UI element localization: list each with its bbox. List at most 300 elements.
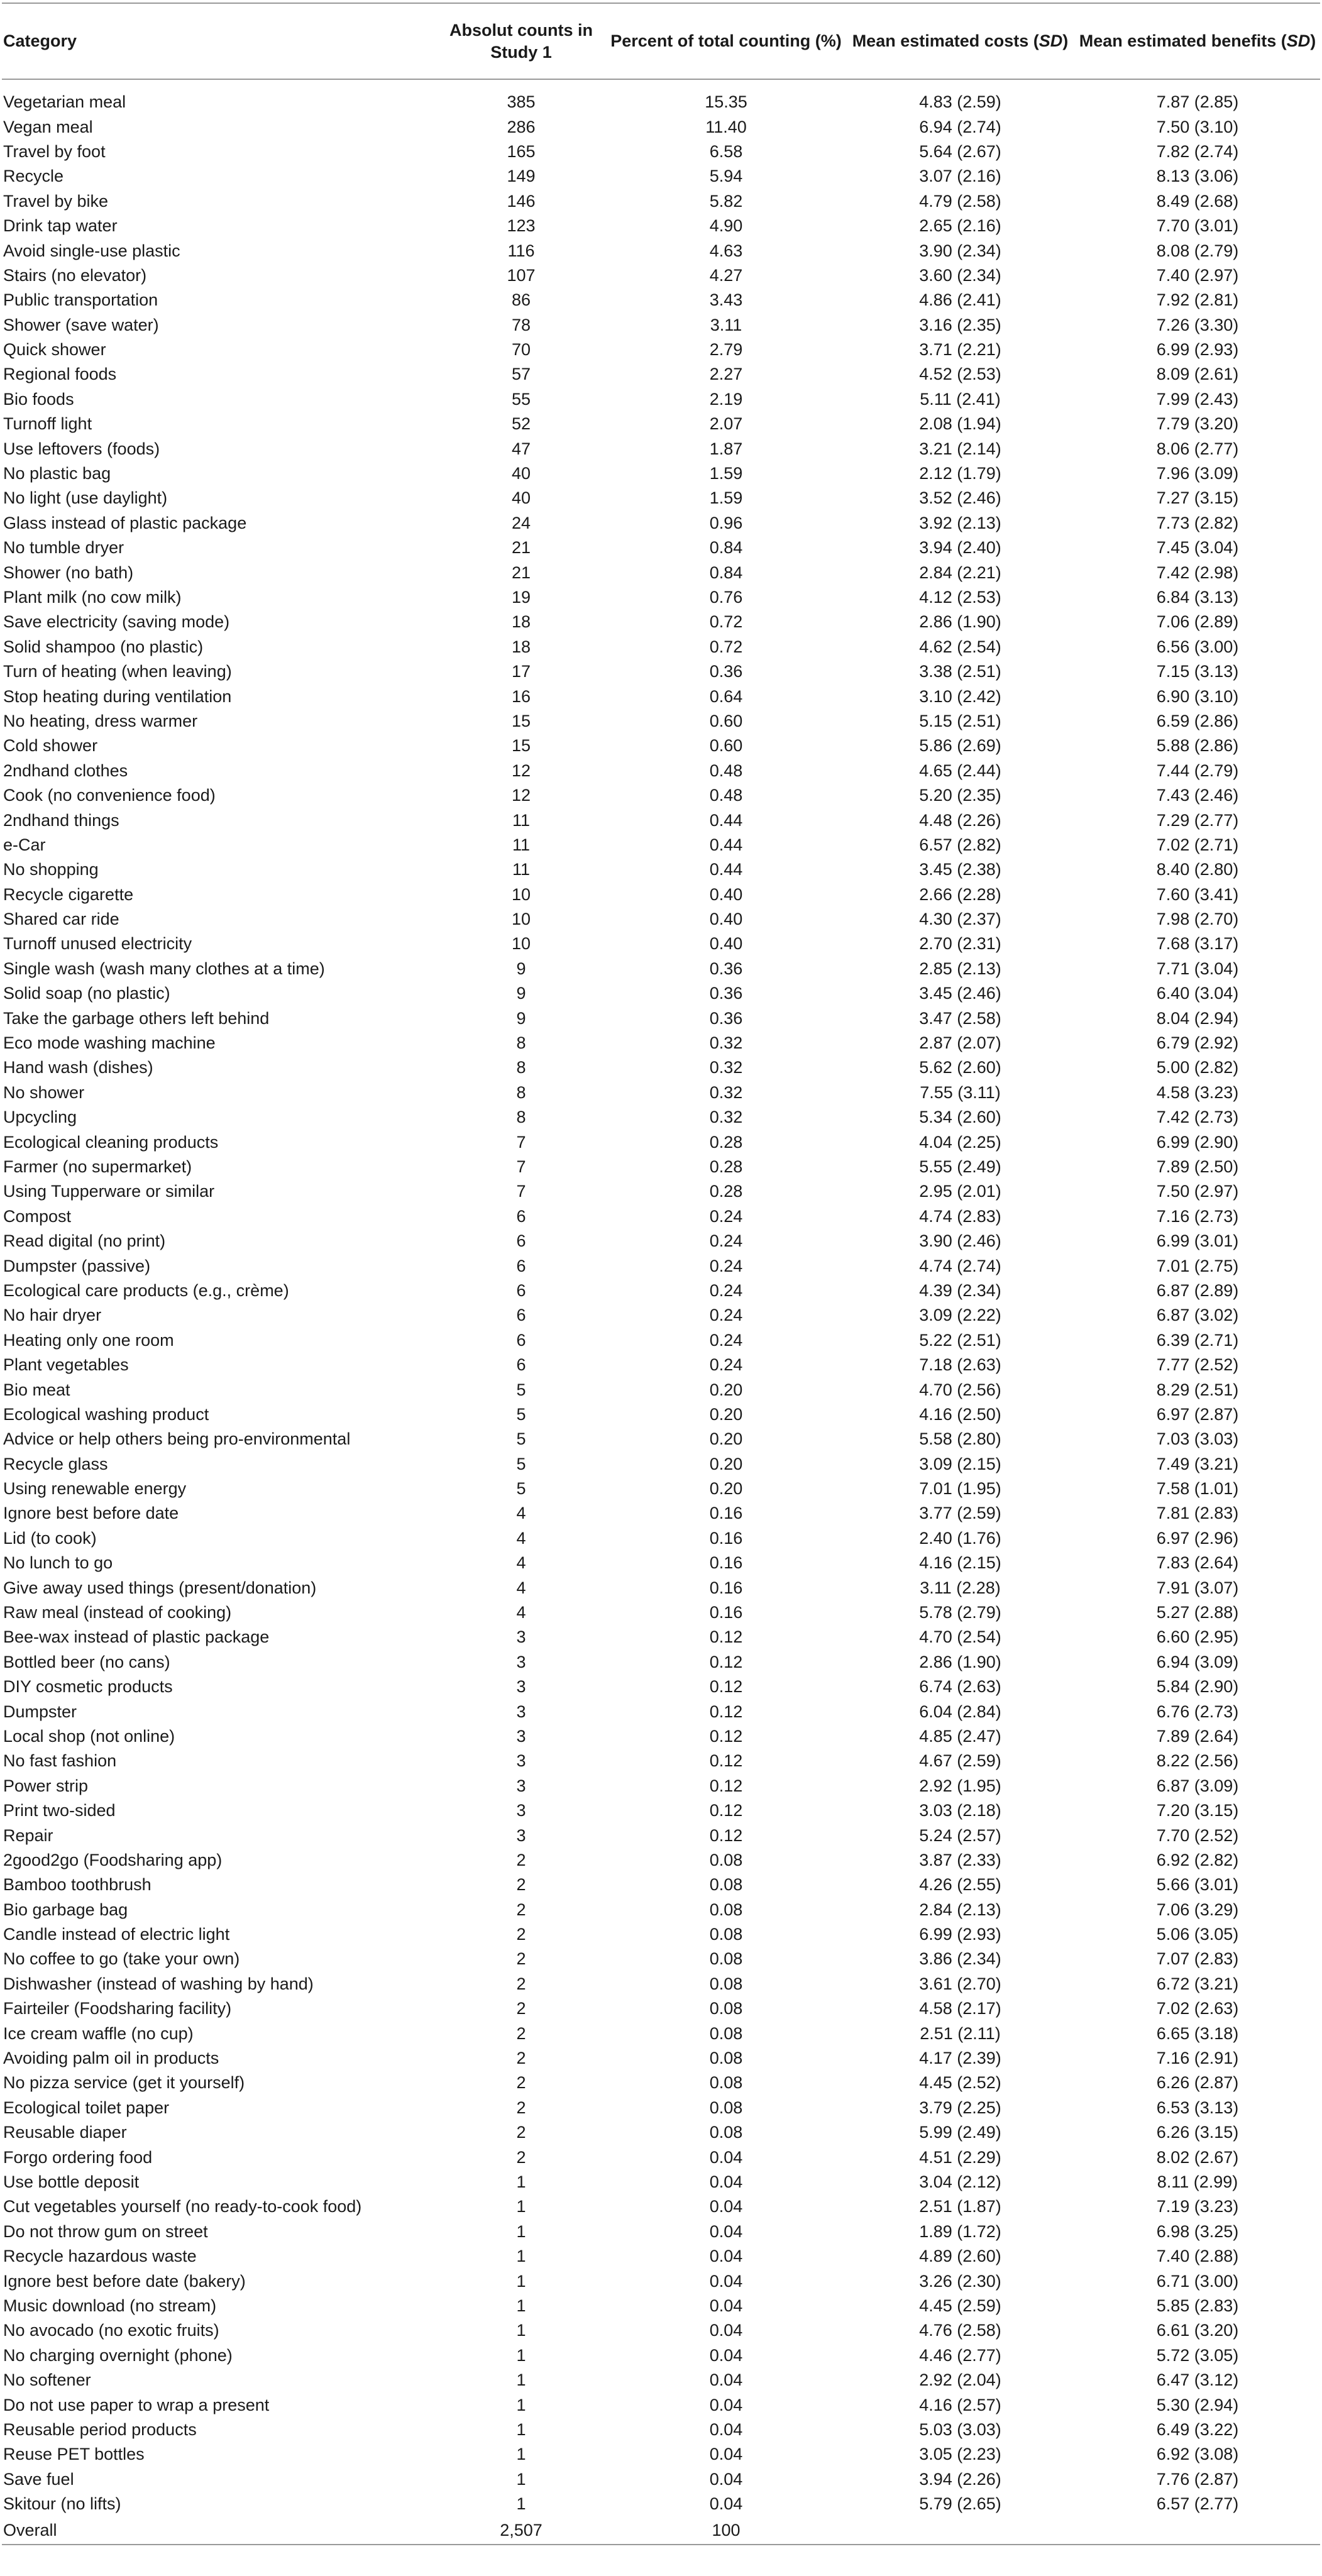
table-row <box>2 1675 1320 1699</box>
row-count: 1 <box>516 2469 526 2489</box>
table-row <box>2 387 1320 412</box>
row-count: 116 <box>507 241 535 260</box>
row-percent: 0.04 <box>709 2247 743 2266</box>
table-row <box>2 2418 1320 2442</box>
row-costs: 5.22 (2.51) <box>919 1330 1001 1350</box>
row-costs: 4.16 (2.57) <box>919 2395 1001 2414</box>
row-percent: 0.12 <box>709 1627 743 1647</box>
row-category: Ecological cleaning products <box>3 1132 219 1152</box>
row-benefits: 7.40 (2.88) <box>1156 2247 1239 2266</box>
row-category: Recycle cigarette <box>3 884 134 904</box>
row-benefits: 6.47 (3.12) <box>1156 2370 1239 2390</box>
row-benefits: 7.02 (2.71) <box>1156 835 1239 854</box>
row-category: Fairteiler (Foodsharing facility) <box>3 1999 232 2018</box>
table-row <box>2 883 1320 907</box>
row-benefits: 6.57 (2.77) <box>1156 2494 1239 2514</box>
row-category: Advice or help others being pro-environmental <box>3 1429 351 1449</box>
row-category: Bio meat <box>3 1380 70 1399</box>
table-row <box>2 288 1320 312</box>
table-row <box>2 2220 1320 2244</box>
row-category: Solid shampoo (no plastic) <box>3 637 204 656</box>
table-row <box>2 114 1320 139</box>
table-row <box>2 907 1320 932</box>
row-category: Quick shower <box>3 340 106 360</box>
row-category: e-Car <box>3 835 46 854</box>
row-category: Reuse PET bottles <box>3 2445 145 2464</box>
table-row <box>2 1650 1320 1675</box>
table-row <box>2 412 1320 436</box>
row-percent: 0.08 <box>709 1974 743 1993</box>
row-category: Regional foods <box>3 365 117 384</box>
row-costs: 3.71 (2.21) <box>919 340 1001 360</box>
row-category: Using renewable energy <box>3 1479 187 1499</box>
row-percent: 0.32 <box>709 1108 743 1127</box>
row-costs: 2.12 (1.79) <box>919 464 1001 483</box>
row-benefits: 6.97 (2.87) <box>1156 1404 1239 1424</box>
row-category: Save electricity (saving mode) <box>3 612 230 632</box>
row-costs: 4.04 (2.25) <box>919 1132 1001 1152</box>
row-count: 8 <box>516 1082 526 1102</box>
row-benefits: 6.39 (2.71) <box>1156 1330 1239 1350</box>
row-category: Shower (no bath) <box>3 563 134 582</box>
row-count: 123 <box>507 216 536 236</box>
row-benefits: 7.92 (2.81) <box>1156 290 1239 310</box>
row-percent: 0.04 <box>709 2296 743 2315</box>
row-costs: 4.70 (2.54) <box>919 1627 1001 1647</box>
row-count: 16 <box>511 686 531 706</box>
row-count: 12 <box>511 786 531 805</box>
row-count: 57 <box>511 365 531 384</box>
row-benefits: 6.97 (2.96) <box>1156 1528 1239 1548</box>
header-costs-text: Mean estimated costs ( <box>852 31 1039 50</box>
row-percent: 0.08 <box>709 1900 743 1919</box>
row-benefits: 6.40 (3.04) <box>1156 984 1239 1003</box>
row-costs: 5.79 (2.65) <box>919 2494 1001 2514</box>
row-count: 10 <box>511 884 531 904</box>
table-row <box>2 659 1320 684</box>
row-count: 24 <box>511 513 531 532</box>
row-percent: 0.72 <box>709 637 743 656</box>
table-row <box>2 140 1320 164</box>
row-percent: 0.20 <box>709 1380 743 1399</box>
row-category: Farmer (no supermarket) <box>3 1157 192 1176</box>
header-costs-close: ) <box>1062 31 1069 50</box>
table-row <box>2 2021 1320 2045</box>
row-benefits: 7.81 (2.83) <box>1156 1504 1239 1523</box>
row-costs: 2.92 (2.04) <box>919 2370 1001 2390</box>
row-percent: 0.32 <box>709 1058 743 1077</box>
row-count: 5 <box>516 1429 526 1449</box>
row-benefits: 6.60 (2.95) <box>1156 1627 1239 1647</box>
row-percent: 4.90 <box>709 216 743 236</box>
row-costs: 4.16 (2.15) <box>919 1553 1001 1573</box>
row-percent: 0.36 <box>709 984 743 1003</box>
row-costs: 2.95 (2.01) <box>919 1182 1001 1201</box>
row-percent: 0.08 <box>709 1999 743 2018</box>
row-costs: 4.62 (2.54) <box>919 637 1001 656</box>
row-benefits: 7.79 (3.20) <box>1156 414 1239 434</box>
row-costs: 3.26 (2.30) <box>919 2271 1001 2291</box>
table-row <box>2 1303 1320 1328</box>
table-row <box>2 1699 1320 1724</box>
row-category: Ignore best before date <box>3 1504 179 1523</box>
table-row <box>2 2170 1320 2194</box>
row-percent: 0.28 <box>709 1182 743 1201</box>
row-costs: 5.20 (2.35) <box>919 786 1001 805</box>
row-costs: 4.79 (2.58) <box>919 191 1001 211</box>
table-row <box>2 2294 1320 2318</box>
row-category: Bamboo toothbrush <box>3 1875 151 1895</box>
row-benefits: 5.72 (3.05) <box>1156 2345 1239 2365</box>
row-category: No coffee to go (take your own) <box>3 1949 240 1969</box>
row-count: 18 <box>511 637 531 656</box>
row-benefits: 6.87 (2.89) <box>1156 1280 1239 1300</box>
row-percent: 5.82 <box>709 191 743 211</box>
row-costs: 3.86 (2.34) <box>919 1949 1001 1969</box>
row-count: 6 <box>516 1256 526 1275</box>
row-percent: 0.04 <box>709 2445 743 2464</box>
table-row <box>2 2194 1320 2219</box>
table-row <box>2 189 1320 214</box>
table-row <box>2 238 1320 263</box>
row-count: 3 <box>516 1677 526 1697</box>
table-row <box>2 1501 1320 1526</box>
row-category: Ignore best before date (bakery) <box>3 2271 246 2291</box>
row-percent: 0.44 <box>709 810 743 830</box>
row-percent: 0.12 <box>709 1751 743 1771</box>
row-count: 4 <box>516 1603 526 1622</box>
table-row <box>2 1798 1320 1823</box>
row-benefits: 7.27 (3.15) <box>1156 488 1239 508</box>
row-count: 2 <box>516 1850 526 1869</box>
table-row <box>2 833 1320 857</box>
row-count: 5 <box>516 1380 526 1399</box>
row-count: 1 <box>516 2395 526 2414</box>
row-count: 146 <box>507 191 536 211</box>
table-row <box>2 2145 1320 2169</box>
row-costs: 4.52 (2.53) <box>919 365 1001 384</box>
row-percent: 3.43 <box>709 290 743 310</box>
overall-count: 2,507 <box>436 2516 607 2545</box>
table-row <box>2 2442 1320 2467</box>
row-costs: 2.84 (2.21) <box>919 563 1001 582</box>
row-category: 2ndhand clothes <box>3 761 128 780</box>
row-count: 86 <box>511 290 531 310</box>
row-benefits: 6.99 (3.01) <box>1156 1231 1239 1251</box>
row-costs: 4.45 (2.52) <box>919 2073 1001 2093</box>
row-percent: 0.36 <box>709 959 743 978</box>
row-percent: 4.27 <box>709 265 743 285</box>
table-row <box>2 1130 1320 1154</box>
row-benefits: 7.68 (3.17) <box>1156 934 1239 954</box>
row-benefits: 6.65 (3.18) <box>1156 2023 1239 2043</box>
row-costs: 4.58 (2.17) <box>919 1999 1001 2018</box>
header-benefits-close: ) <box>1310 31 1316 50</box>
header-row <box>2 3 1320 79</box>
row-costs: 4.16 (2.50) <box>919 1404 1001 1424</box>
row-costs: 3.45 (2.46) <box>919 984 1001 1003</box>
row-count: 6 <box>516 1206 526 1226</box>
row-count: 286 <box>507 117 536 136</box>
row-percent: 0.24 <box>709 1355 743 1375</box>
table-row <box>2 1898 1320 1922</box>
row-category: Travel by bike <box>3 191 109 211</box>
row-costs: 3.45 (2.38) <box>919 860 1001 879</box>
row-percent: 0.08 <box>709 2049 743 2068</box>
row-costs: 2.85 (2.13) <box>919 959 1001 978</box>
row-count: 3 <box>516 1627 526 1647</box>
row-count: 1 <box>516 2247 526 2266</box>
row-count: 3 <box>516 1825 526 1845</box>
row-count: 165 <box>507 141 536 161</box>
row-costs: 4.86 (2.41) <box>919 290 1001 310</box>
row-costs: 5.15 (2.51) <box>919 711 1001 730</box>
table-row <box>2 1774 1320 1798</box>
row-count: 4 <box>516 1528 526 1548</box>
row-count: 4 <box>516 1504 526 1523</box>
row-percent: 0.20 <box>709 1404 743 1424</box>
row-percent: 0.16 <box>709 1603 743 1622</box>
row-percent: 0.32 <box>709 1033 743 1053</box>
table-row <box>2 610 1320 634</box>
table-footer <box>2 2516 1320 2545</box>
row-count: 6 <box>516 1280 526 1300</box>
row-category: Plant vegetables <box>3 1355 129 1375</box>
behavior-table <box>2 3 1320 2545</box>
header-costs <box>846 3 1075 79</box>
row-count: 2 <box>516 2123 526 2142</box>
row-costs: 4.26 (2.55) <box>919 1875 1001 1895</box>
row-percent: 0.28 <box>709 1132 743 1152</box>
row-benefits: 6.99 (2.93) <box>1156 340 1239 360</box>
row-percent: 0.08 <box>709 2023 743 2043</box>
row-category: Recycle hazardous waste <box>3 2247 197 2266</box>
row-costs: 5.78 (2.79) <box>919 1603 1001 1622</box>
row-costs: 2.65 (2.16) <box>919 216 1001 236</box>
row-count: 9 <box>516 984 526 1003</box>
row-percent: 0.40 <box>709 910 743 929</box>
table-row <box>2 1105 1320 1130</box>
row-percent: 6.58 <box>709 141 743 161</box>
row-category: 2ndhand things <box>3 810 119 830</box>
row-benefits: 7.44 (2.79) <box>1156 761 1239 780</box>
row-percent: 0.96 <box>709 513 743 532</box>
row-count: 55 <box>511 389 531 409</box>
row-benefits: 6.87 (3.02) <box>1156 1306 1239 1325</box>
row-costs: 2.84 (2.13) <box>919 1900 1001 1919</box>
row-benefits: 6.87 (3.09) <box>1156 1776 1239 1795</box>
row-benefits: 6.49 (3.22) <box>1156 2419 1239 2439</box>
row-count: 3 <box>516 1652 526 1671</box>
row-category: Ecological care products (e.g., crème) <box>3 1280 289 1300</box>
table-row <box>2 957 1320 981</box>
row-count: 1 <box>516 2370 526 2390</box>
row-percent: 0.76 <box>709 588 743 607</box>
row-benefits: 5.00 (2.82) <box>1156 1058 1239 1077</box>
row-count: 107 <box>507 265 536 285</box>
row-costs: 5.62 (2.60) <box>919 1058 1001 1077</box>
row-category: Ecological washing product <box>3 1404 209 1424</box>
row-category: Take the garbage others left behind <box>3 1008 270 1028</box>
row-benefits: 6.90 (3.10) <box>1156 686 1239 706</box>
row-count: 15 <box>511 711 531 730</box>
row-percent: 0.24 <box>709 1231 743 1251</box>
row-category: Dumpster <box>3 1702 77 1721</box>
row-percent: 0.12 <box>709 1652 743 1671</box>
row-benefits: 7.96 (3.09) <box>1156 464 1239 483</box>
header-benefits <box>1075 3 1320 79</box>
header-costs-sd: SD <box>1038 31 1063 50</box>
row-category: Repair <box>3 1825 53 1845</box>
row-count: 10 <box>511 934 531 954</box>
row-category: Do not throw gum on street <box>3 2221 208 2241</box>
row-category: Turn of heating (when leaving) <box>3 662 232 681</box>
table-header <box>2 3 1320 79</box>
row-count: 11 <box>512 860 531 879</box>
row-category: Glass instead of plastic package <box>3 513 247 532</box>
row-benefits: 6.61 (3.20) <box>1156 2321 1239 2340</box>
row-costs: 3.90 (2.34) <box>919 241 1001 260</box>
row-count: 11 <box>512 835 531 854</box>
row-benefits: 7.19 (3.23) <box>1156 2197 1239 2216</box>
row-percent: 0.12 <box>709 1702 743 1721</box>
row-count: 5 <box>516 1404 526 1424</box>
row-count: 385 <box>507 92 536 112</box>
row-percent: 0.24 <box>709 1256 743 1275</box>
table-row <box>2 486 1320 510</box>
row-category: Dishwasher (instead of washing by hand) <box>3 1974 314 1993</box>
row-category: Stairs (no elevator) <box>3 265 147 285</box>
row-costs: 2.86 (1.90) <box>919 1652 1001 1671</box>
table-row <box>2 263 1320 288</box>
row-costs: 3.94 (2.26) <box>919 2469 1001 2489</box>
row-costs: 4.48 (2.26) <box>919 810 1001 830</box>
row-costs: 5.11 (2.41) <box>920 389 1001 409</box>
row-category: Save fuel <box>3 2469 74 2489</box>
row-percent: 0.72 <box>709 612 743 632</box>
row-percent: 0.12 <box>709 1825 743 1845</box>
row-costs: 3.60 (2.34) <box>919 265 1001 285</box>
row-benefits: 5.27 (2.88) <box>1156 1603 1239 1622</box>
row-category: Using Tupperware or similar <box>3 1182 215 1201</box>
row-count: 1 <box>516 2494 526 2514</box>
row-costs: 3.11 (2.28) <box>920 1578 1001 1597</box>
row-percent: 2.07 <box>709 414 743 434</box>
row-category: Travel by foot <box>3 141 106 161</box>
row-costs: 3.47 (2.58) <box>919 1008 1001 1028</box>
row-percent: 0.20 <box>709 1454 743 1473</box>
row-category: Avoiding palm oil in products <box>3 2049 219 2068</box>
row-category: Recycle glass <box>3 1454 108 1473</box>
row-percent: 0.16 <box>709 1528 743 1548</box>
row-costs: 4.30 (2.37) <box>919 910 1001 929</box>
row-costs: 3.21 (2.14) <box>919 439 1001 458</box>
row-category: No lunch to go <box>3 1553 113 1573</box>
row-costs: 5.58 (2.80) <box>919 1429 1001 1449</box>
row-percent: 0.08 <box>709 2098 743 2117</box>
row-benefits: 7.07 (2.83) <box>1156 1949 1239 1969</box>
row-costs: 4.83 (2.59) <box>919 92 1001 112</box>
row-category: Cook (no convenience food) <box>3 786 216 805</box>
row-percent: 0.08 <box>709 2123 743 2142</box>
table-row <box>2 79 1320 114</box>
row-percent: 0.24 <box>709 1280 743 1300</box>
row-count: 3 <box>516 1751 526 1771</box>
row-count: 1 <box>516 2345 526 2365</box>
row-benefits: 7.98 (2.70) <box>1156 910 1239 929</box>
table-row <box>2 1377 1320 1402</box>
row-category: Ice cream waffle (no cup) <box>3 2023 194 2043</box>
row-count: 1 <box>516 2221 526 2241</box>
row-benefits: 7.42 (2.73) <box>1156 1108 1239 1127</box>
row-count: 6 <box>516 1355 526 1375</box>
row-percent: 0.24 <box>709 1330 743 1350</box>
row-benefits: 7.89 (2.50) <box>1156 1157 1239 1176</box>
row-percent: 0.04 <box>709 2197 743 2216</box>
table-row <box>2 1947 1320 1971</box>
table-row <box>2 1006 1320 1030</box>
row-count: 6 <box>516 1330 526 1350</box>
row-count: 1 <box>516 2197 526 2216</box>
row-percent: 0.84 <box>709 563 743 582</box>
row-benefits: 7.06 (3.29) <box>1156 1900 1239 1919</box>
row-costs: 3.10 (2.42) <box>919 686 1001 706</box>
row-benefits: 6.71 (3.00) <box>1156 2271 1239 2291</box>
table-row <box>2 808 1320 832</box>
row-count: 9 <box>516 959 526 978</box>
row-category: Cold shower <box>3 736 98 756</box>
table-row <box>2 214 1320 238</box>
row-costs: 2.66 (2.28) <box>919 884 1001 904</box>
row-percent: 0.08 <box>709 1949 743 1969</box>
row-costs: 5.24 (2.57) <box>919 1825 1001 1845</box>
row-benefits: 7.02 (2.63) <box>1156 1999 1239 2018</box>
row-count: 5 <box>516 1454 526 1473</box>
row-category: Read digital (no print) <box>3 1231 166 1251</box>
row-percent: 0.60 <box>709 711 743 730</box>
row-benefits: 8.13 (3.06) <box>1156 167 1239 186</box>
row-count: 1 <box>516 2445 526 2464</box>
row-category: Turnoff unused electricity <box>3 934 192 954</box>
row-category: No light (use daylight) <box>3 488 168 508</box>
row-costs: 4.74 (2.83) <box>919 1206 1001 1226</box>
row-count: 8 <box>516 1108 526 1127</box>
row-benefits: 7.40 (2.97) <box>1156 265 1239 285</box>
row-category: Skitour (no lifts) <box>3 2494 121 2514</box>
row-percent: 0.04 <box>709 2271 743 2291</box>
row-benefits: 7.16 (2.91) <box>1156 2049 1239 2068</box>
row-costs: 3.07 (2.16) <box>919 167 1001 186</box>
row-benefits: 7.76 (2.87) <box>1156 2469 1239 2489</box>
table-row <box>2 1873 1320 1897</box>
row-costs: 2.40 (1.76) <box>919 1528 1001 1548</box>
row-costs: 2.70 (2.31) <box>919 934 1001 954</box>
row-benefits: 6.84 (3.13) <box>1156 588 1239 607</box>
row-costs: 4.51 (2.29) <box>919 2147 1001 2167</box>
row-costs: 3.90 (2.46) <box>919 1231 1001 1251</box>
row-costs: 4.39 (2.34) <box>919 1280 1001 1300</box>
row-count: 3 <box>516 1801 526 1820</box>
row-count: 10 <box>511 910 531 929</box>
row-benefits: 7.20 (3.15) <box>1156 1801 1239 1820</box>
row-category: Local shop (not online) <box>3 1726 175 1746</box>
table-row <box>2 536 1320 560</box>
row-category: Turnoff light <box>3 414 92 434</box>
row-costs: 6.74 (2.63) <box>919 1677 1001 1697</box>
row-count: 3 <box>516 1702 526 1721</box>
row-count: 6 <box>516 1306 526 1325</box>
row-costs: 5.64 (2.67) <box>919 141 1001 161</box>
